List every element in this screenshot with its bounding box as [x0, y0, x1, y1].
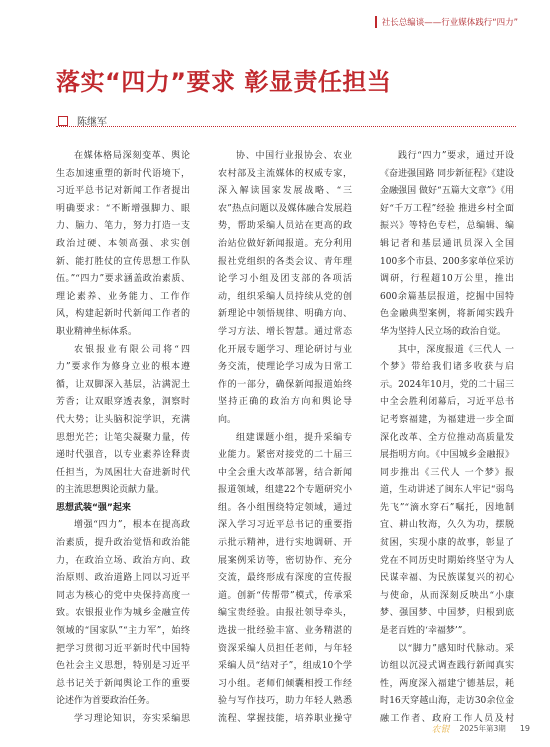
- text-column-3: [380, 148, 514, 728]
- paragraph: 其中，深度报道《三代人 一个梦》带给我们诸多收获与启示。2024年10月，党的二十届三中全会胜利闭幕后，习近平总书记考察福建，为福建进一步全面深化改革、全方位推动高质量发展指明方向。《中国城乡金融报》同步推出《三代人 一个梦》报道，生动讲述了闽东人牢记“弱鸟先飞”“滴水穿石”嘱托，因地制宜、耕山牧海，久久为功，摆脱贫困，实现小康的故事，彰显了党在不同历史时期始终坚守为人民谋幸福、为民族谋复兴的初心与使命，从而深刻反映出“小康梦、强国梦、中国梦，归根到底是老百姓的‘幸福梦’”。: [380, 344, 514, 637]
- square-icon: [58, 116, 68, 126]
- paragraph: 协、中国行业报协会、农业农村部及主流媒体的权威专家，深入解读国家发展战略、“三农”热点问题以及媒体融合发展趋势，帮助采编人员站在更高的政治站位做好新闻报道。充分利用报社党组织的各类会议、青年理论学习小组及团支部的各项活动，组织采编人员持续从党的创新理论中领悟规律、明确方向、学习方法、增长智慧。通过常态化开展专题学习、理论研讨与业务交流，使理论学习成为日常工作的一部分，确保新闻报道始终坚持正确的政治方向和舆论导向。: [218, 151, 352, 425]
- article-title: 落实“四力”要求 彰显责任担当: [56, 68, 392, 96]
- section-heading: 思想武装“强”起来: [56, 502, 131, 513]
- paragraph: 学习理论知识，夯实采编思: [74, 714, 190, 724]
- author-name: 陈继军: [77, 117, 107, 128]
- publication-logo: 农银: [431, 725, 450, 735]
- paragraph: 践行“四力”要求，通过开设《奋进强国路 同步新征程》《建设金融强国 做好“五篇大文章”》《用好“千万工程”经验 推进乡村全面振兴》等特色专栏，总编辑、编辑记者和基层通讯员深入全国100多个市县、200多家单位采访调研，行程超10万公里，推出600余篇基层报道，挖掘中国特色金融典型案例，将新闻实践升华为坚持人民立场的政治自觉。: [380, 151, 514, 337]
- paragraph: 以“脚力”感知时代脉动。采访组以沉浸式调查践行新闻真实性，两度深入福建宁德基层，耗时16天穿越山海，走访30余位金融工作者、政府工作人员及村: [380, 643, 514, 724]
- paragraph: 组建课题小组，提升采编专业能力。紧密对接党的二十届三中全会重大改革部署，结合新闻报道领域，组建22个专题研究小组。各小组围绕特定领域，通过深入学习习近平总书记的重要指示批示精神，进行实地调研、开展案例采访等，密切协作、充分交流，最终形成有深度的宣传报道。创新“传帮带”模式，传承采编宝贵经验。由报社领导牵头，选拔一批经验丰富、业务精湛的资深采编人员担任老师，与年轻采编人员“结对子”，组成10个学习小组。老师们倾囊相授工作经验与写作技巧，助力年轻人熟悉流程、掌握技能，培养职业操守: [218, 432, 352, 724]
- page-number: 19: [519, 724, 530, 733]
- text-column-2: [218, 148, 352, 728]
- section-title: 社长总编谈——行业媒体践行“四力”: [381, 18, 518, 28]
- page-footer: [431, 722, 530, 735]
- section-header: [375, 16, 518, 28]
- issue-label: 2025年第3期: [459, 724, 506, 733]
- title-divider: [56, 126, 516, 127]
- paragraph: 在媒体格局深刻变革、舆论生态加速重塑的新时代语境下，习近平总书记对新闻工作者提出明确要求：“不断增强脚力、眼力、脑力、笔力，努力打造一支政治过硬、本领高强、求实创新、能打胜仗的宣传思想工作队伍。”“四力”要求涵盖政治素质、理论素养、业务能力、工作作风，构建起新时代新闻工作者的职业精神坐标体系。: [56, 151, 190, 337]
- paragraph: 增强“四力”，根本在提高政治素质，提升政治觉悟和政治能力，在政治立场、政治方向、政治原则、政治道路上同以习近平同志为核心的党中央保持高度一致。农银报业作为城乡金融宣传领域的“国家队”“主力军”，始终把学习贯彻习近平新时代中国特色社会主义思想，特别是习近平总书记关于新闻舆论工作的重要论述作为首要政治任务。: [56, 520, 190, 707]
- header-accent-bar: [375, 16, 377, 28]
- text-column-1: [56, 148, 190, 728]
- paragraph: 农银报业有限公司将“四力”要求作为修身立业的根本遵循，让双脚深入基层，沾满泥土芳香；让双眼穿透表象，洞察时代大势；让头脑积淀学识，充满思想光芒；让笔尖凝聚力量，传递时代强音，以专业素养诠释责任担当，为凤困壮大奋进新时代的主流思想舆论贡献力量。: [56, 344, 190, 496]
